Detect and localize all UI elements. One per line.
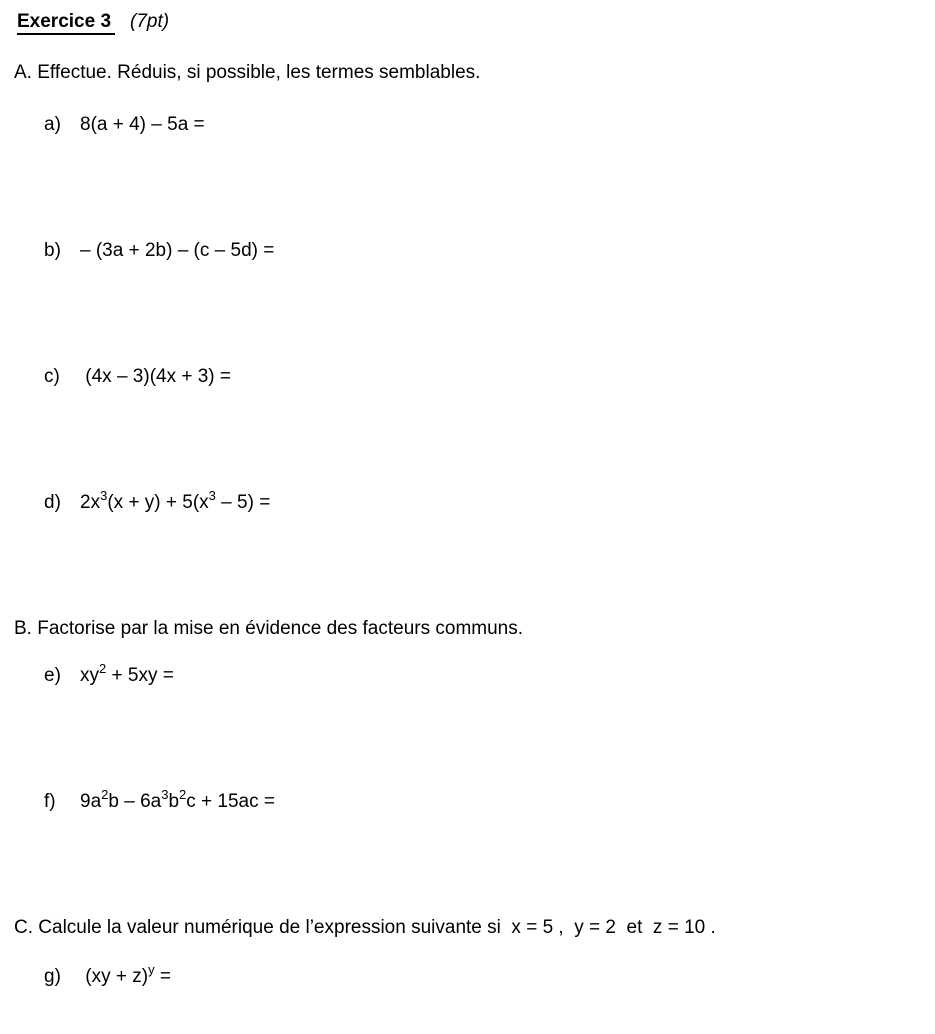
section-heading bbox=[14, 915, 915, 940]
expression-segment: b bbox=[168, 791, 180, 812]
expression-segment: + 5xy = bbox=[106, 665, 174, 686]
item-expression bbox=[80, 786, 275, 814]
item-label: b) bbox=[44, 240, 61, 261]
exercise-item bbox=[14, 660, 915, 688]
superscript: 3 bbox=[100, 487, 108, 503]
expression-segment: c + 15ac = bbox=[186, 791, 275, 812]
superscript: 2 bbox=[179, 786, 187, 802]
item-label: c) bbox=[44, 366, 60, 387]
worksheet bbox=[14, 60, 915, 989]
section bbox=[14, 915, 915, 989]
section-heading bbox=[14, 60, 915, 85]
item-expression bbox=[80, 660, 174, 688]
section-heading bbox=[14, 616, 915, 641]
expression-segment: 8(a + 4) – 5a = bbox=[80, 114, 205, 135]
item-expression bbox=[80, 364, 231, 389]
expression-segment: – (3a + 2b) – (c – 5d) = bbox=[80, 240, 275, 261]
exercise-header bbox=[17, 9, 915, 34]
superscript: 3 bbox=[161, 786, 169, 802]
item-label: e) bbox=[44, 665, 61, 686]
section-instruction: Calcule la valeur numérique de l’expression suivante si x = 5 , y = 2 et z = 10 . bbox=[38, 917, 716, 938]
expression-segment: = bbox=[154, 966, 171, 987]
expression-segment: (xy + z) bbox=[80, 966, 149, 987]
expression-segment: – 5) = bbox=[215, 492, 271, 513]
expression-segment: 9a bbox=[80, 791, 102, 812]
item-expression bbox=[80, 112, 205, 137]
expression-segment: 2x bbox=[80, 492, 101, 513]
item-label: a) bbox=[44, 114, 61, 135]
item-label: g) bbox=[44, 966, 61, 987]
expression-segment: b – 6a bbox=[108, 791, 162, 812]
item-expression bbox=[80, 238, 274, 263]
section-label: B. bbox=[14, 618, 32, 639]
exercise-item bbox=[14, 364, 915, 389]
exercise-points: (7pt) bbox=[130, 11, 170, 32]
item-expression bbox=[80, 487, 271, 515]
item-expression bbox=[80, 961, 171, 989]
section bbox=[14, 60, 915, 515]
item-label: f) bbox=[44, 791, 56, 812]
exercise-item bbox=[14, 238, 915, 263]
exercise-item bbox=[14, 487, 915, 515]
superscript: 3 bbox=[208, 487, 216, 503]
expression-segment: (x + y) + 5(x bbox=[107, 492, 209, 513]
section-instruction: Effectue. Réduis, si possible, les termes semblables. bbox=[37, 62, 481, 83]
superscript: 2 bbox=[99, 660, 107, 676]
superscript: y bbox=[148, 961, 155, 977]
exercise-item bbox=[14, 961, 915, 989]
expression-segment: xy bbox=[80, 665, 99, 686]
section-label: C. bbox=[14, 917, 33, 938]
exercise-item bbox=[14, 112, 915, 137]
section-label: A. bbox=[14, 62, 32, 83]
section-instruction: Factorise par la mise en évidence des facteurs communs. bbox=[37, 618, 524, 639]
section bbox=[14, 616, 915, 814]
exercise-item bbox=[14, 786, 915, 814]
expression-segment: (4x – 3)(4x + 3) = bbox=[80, 366, 232, 387]
item-label: d) bbox=[44, 492, 61, 513]
superscript: 2 bbox=[101, 786, 109, 802]
exercise-title: Exercice 3 bbox=[17, 11, 115, 35]
